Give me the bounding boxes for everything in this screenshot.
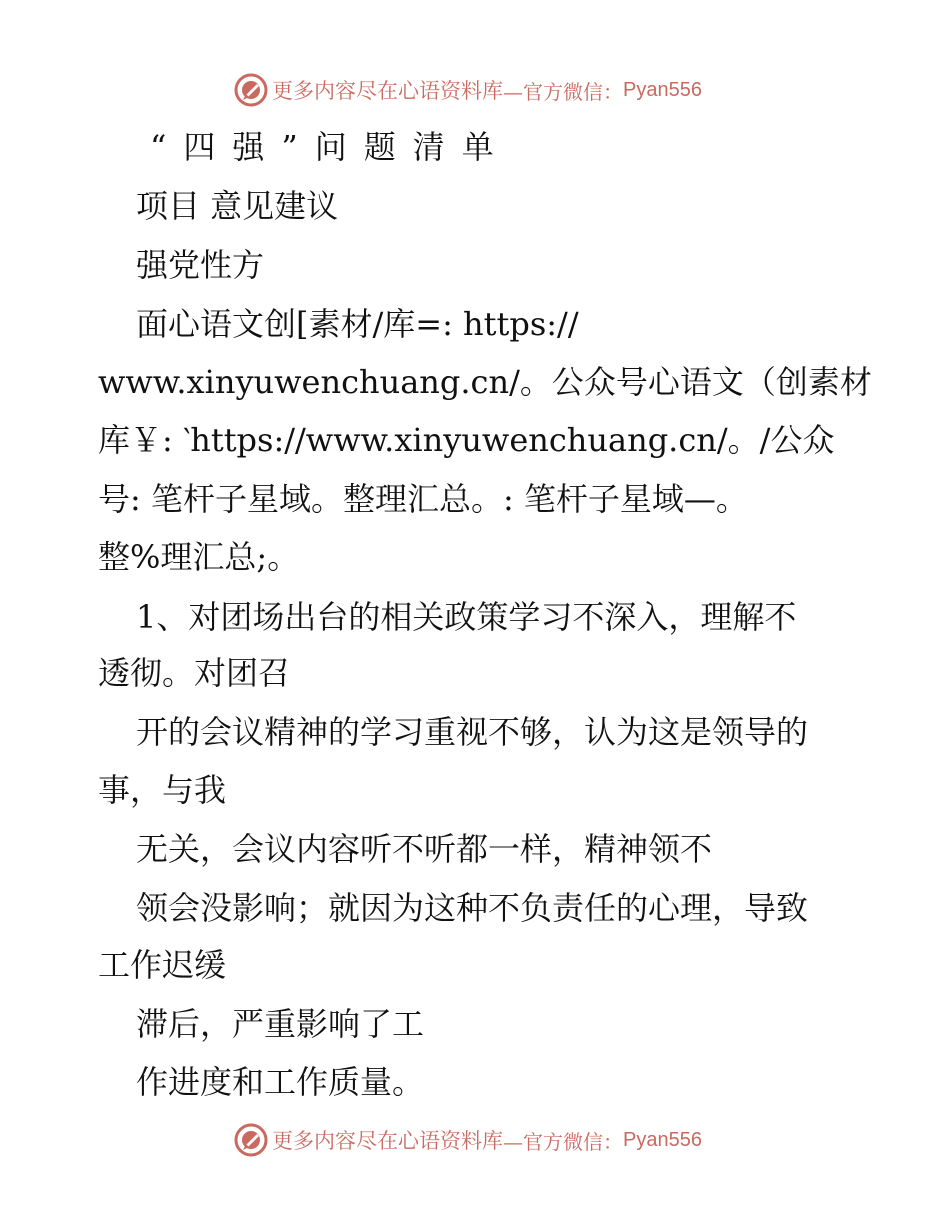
text-line: www.xinyuwenchuang.cn/。公众号心语文（创素材 [98,363,872,401]
pen-logo-icon [234,1123,268,1157]
banner-wechat-label: —官方微信： [503,1129,623,1154]
text-line: 开的会议精神的学习重视不够，认为这是领导的 [136,713,809,751]
text-line: 作进度和工作质量。 [136,1063,425,1101]
banner-slogan: 更多内容尽在心语资料库 [272,79,503,103]
text-line: 面心语文创[素材/库=: https:// [136,305,579,343]
text-line: 整%理汇总;。 [98,538,300,576]
text-line: 强党性方 [136,246,265,284]
banner-wechat-id: Pyan556 [623,1128,702,1151]
text-line: 无关，会议内容听不听都一样，精神领不 [136,830,713,868]
banner-wechat-label: —官方微信： [503,79,623,104]
document-title: “四强”问题清单 [150,128,511,166]
text-line: 项目 意见建议 [136,187,339,225]
footer-watermark-banner [234,1120,702,1160]
text-line: 事，与我 [98,771,227,809]
text-line: 透彻。对团召 [98,654,291,692]
text-line: 库￥: ‵https://www.xinyuwenchuang.cn/。/公众 [98,421,835,459]
text-line: 号: 笔杆子星域。整理汇总。: 笔杆子星域—。 [98,480,748,518]
pen-logo-icon [234,73,268,107]
text-line: 1、对团场出台的相关政策学习不深入，理解不 [136,598,797,636]
text-line: 工作迟缓 [98,946,227,984]
text-line: 领会没影响；就因为这种不负责任的心理，导致 [136,889,809,927]
text-line: 滞后，严重影响了工 [136,1005,425,1043]
banner-wechat-id: Pyan556 [623,78,702,101]
header-watermark-banner [234,70,702,110]
banner-slogan: 更多内容尽在心语资料库 [272,1129,503,1153]
